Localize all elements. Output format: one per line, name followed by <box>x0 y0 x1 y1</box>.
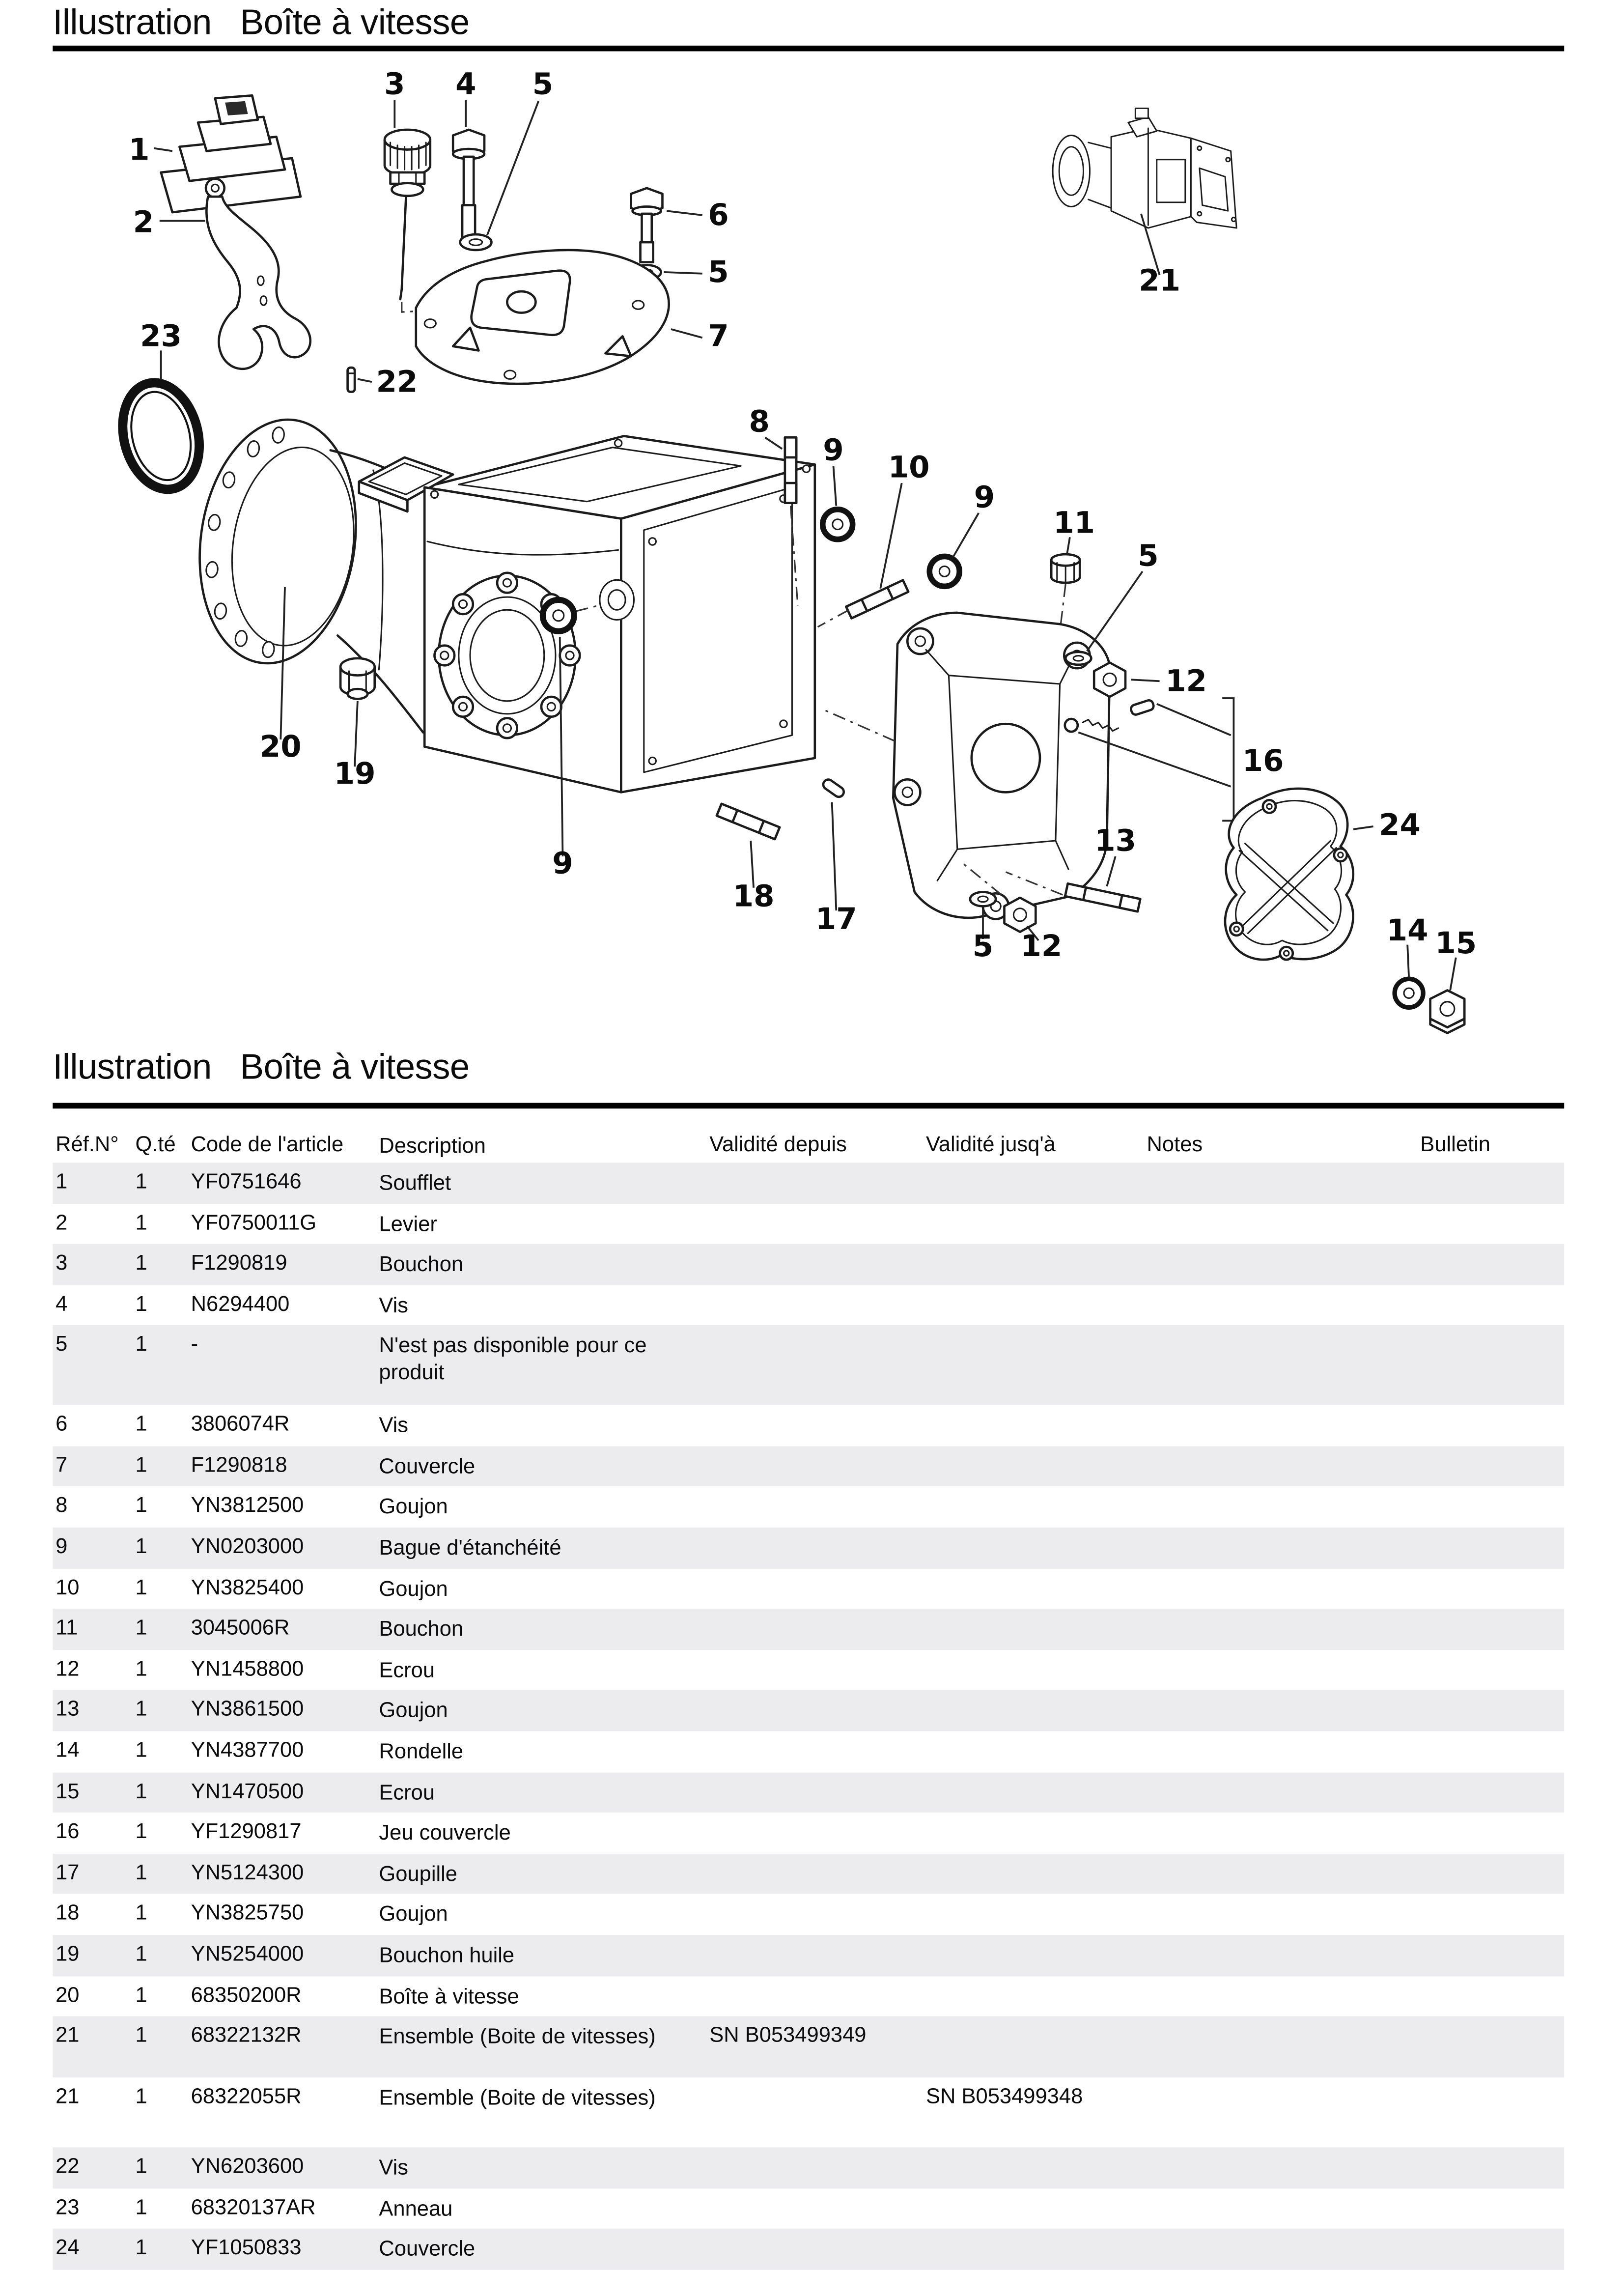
callout-15: 15 <box>1435 926 1477 961</box>
col-header-ref: Réf.N° <box>56 1133 119 1157</box>
cell-qty: 1 <box>135 1983 147 2007</box>
callout-12b: 12 <box>1020 928 1063 964</box>
cell-desc: Bouchon huile <box>379 1943 515 1968</box>
cell-desc: N'est pas disponible pour ce produit <box>379 1334 647 1386</box>
cell-code: 3806074R <box>191 1412 290 1437</box>
part-washer-14 <box>1395 945 1423 1008</box>
col-header-qty: Q.té <box>135 1133 176 1157</box>
cell-desc: Bouchon <box>379 1617 464 1642</box>
callout-2: 2 <box>133 204 154 240</box>
cell-desc: Vis <box>379 2156 409 2181</box>
cell-qty: 1 <box>135 1494 147 1518</box>
cell-qty: 1 <box>135 1942 147 1966</box>
cell-code: - <box>191 1333 198 1357</box>
page-title-value: Boîte à vitesse <box>240 2 470 43</box>
col-header-from: Validité depuis <box>709 1133 847 1157</box>
callout-6: 6 <box>708 198 729 233</box>
table-row <box>53 1813 1564 1853</box>
part-oil-plug-19 <box>340 658 375 766</box>
callout-13: 13 <box>1094 823 1137 858</box>
callout-7: 7 <box>708 318 729 354</box>
cell-desc: Goujon <box>379 1495 448 1520</box>
cell-desc: Vis <box>379 1293 409 1318</box>
cell-ref: 14 <box>56 1738 80 1763</box>
cell-qty: 1 <box>135 1453 147 1477</box>
table-row <box>53 1609 1564 1650</box>
cell-code: YF1050833 <box>191 2236 302 2261</box>
cell-code: F1290819 <box>191 1251 287 1276</box>
exploded-diagram <box>0 0 1624 1048</box>
page-title-label: Illustration <box>53 2 212 43</box>
cell-code: YF0750011G <box>191 1210 317 1235</box>
callout-8: 8 <box>749 404 770 439</box>
callout-5c: 5 <box>1138 538 1159 573</box>
cell-code: YN6203600 <box>191 2155 304 2179</box>
table-row <box>53 1894 1564 1935</box>
cell-ref: 7 <box>56 1453 68 1477</box>
callout-11: 11 <box>1053 505 1095 540</box>
part-pin-22 <box>348 368 372 392</box>
cell-to: SN B053499348 <box>926 2084 1083 2109</box>
cell-qty: 1 <box>135 1575 147 1600</box>
table-row <box>53 1326 1564 1405</box>
callout-18: 18 <box>732 879 775 914</box>
table-row <box>53 1568 1564 1609</box>
cell-code: YN5124300 <box>191 1860 304 1885</box>
table-row <box>53 1163 1564 1203</box>
part-seal-9b <box>929 513 979 586</box>
cell-qty: 1 <box>135 1412 147 1437</box>
cell-ref: 16 <box>56 1819 80 1844</box>
callout-9a: 9 <box>823 432 844 468</box>
cell-ref: 3 <box>56 1251 68 1276</box>
cell-qty: 1 <box>135 1738 147 1763</box>
callout-10: 10 <box>888 450 930 485</box>
part-seal-9a <box>823 466 853 539</box>
cell-qty: 1 <box>135 1210 147 1235</box>
cell-code: YN5254000 <box>191 1942 304 1966</box>
cell-qty: 1 <box>135 1169 147 1194</box>
table-row <box>53 1650 1564 1691</box>
table-row <box>53 1691 1564 1731</box>
cell-code: 68322055R <box>191 2084 302 2109</box>
table-row <box>53 2188 1564 2229</box>
cell-desc: Rondelle <box>379 1739 464 1764</box>
callout-24: 24 <box>1379 807 1421 843</box>
col-header-bulletin: Bulletin <box>1420 1133 1490 1157</box>
col-header-desc: Description <box>379 1134 486 1159</box>
cell-desc: Bague d'étanchéité <box>379 1536 561 1561</box>
part-gasket-24 <box>1225 789 1373 960</box>
cell-qty: 1 <box>135 2195 147 2220</box>
part-nut-15 <box>1430 958 1465 1033</box>
section-title-label: Illustration <box>53 1047 212 1087</box>
cell-ref: 21 <box>56 2023 80 2048</box>
cell-desc: Anneau <box>379 2197 453 2221</box>
table-row <box>53 2229 1564 2270</box>
table-row <box>53 1935 1564 1976</box>
cell-ref: 10 <box>56 1575 80 1600</box>
part-bolt-4 <box>453 100 484 242</box>
table-row <box>53 1244 1564 1285</box>
cell-qty: 1 <box>135 1860 147 1885</box>
cell-desc: Goujon <box>379 1577 448 1601</box>
cell-qty: 1 <box>135 1292 147 1316</box>
table-row <box>53 1285 1564 1326</box>
cell-qty: 1 <box>135 1251 147 1276</box>
callout-12a: 12 <box>1165 663 1207 699</box>
cell-code: N6294400 <box>191 1292 290 1316</box>
cell-desc: Ecrou <box>379 1658 435 1683</box>
table-body <box>53 1163 1564 2270</box>
callout-1: 1 <box>129 132 150 167</box>
table-row <box>53 1731 1564 1772</box>
cell-desc: Goupille <box>379 1862 458 1887</box>
cell-desc: Levier <box>379 1212 437 1237</box>
cell-qty: 1 <box>135 1657 147 1681</box>
col-header-to: Validité jusq'à <box>926 1133 1056 1157</box>
table-row <box>53 1487 1564 1528</box>
part-boot <box>154 95 301 212</box>
callout-9b: 9 <box>974 480 995 515</box>
callout-14: 14 <box>1386 913 1428 948</box>
part-pin-17 <box>821 778 846 911</box>
cell-ref: 22 <box>56 2155 80 2179</box>
cell-ref: 18 <box>56 1901 80 1926</box>
cell-ref: 24 <box>56 2236 80 2261</box>
callout-22: 22 <box>376 364 418 399</box>
cell-qty: 1 <box>135 2023 147 2048</box>
col-header-notes: Notes <box>1147 1133 1203 1157</box>
cell-qty: 1 <box>135 1901 147 1926</box>
callout-5a: 5 <box>532 66 554 102</box>
cell-code: F1290818 <box>191 1453 287 1477</box>
callout-3: 3 <box>384 66 405 102</box>
cell-code: YN1458800 <box>191 1657 304 1681</box>
cell-qty: 1 <box>135 1333 147 1357</box>
cell-code: 68320137AR <box>191 2195 316 2220</box>
cell-qty: 1 <box>135 1534 147 1559</box>
part-oring-23 <box>112 374 210 497</box>
cell-desc: Couvercle <box>379 1454 476 1479</box>
callout-20: 20 <box>259 729 302 764</box>
cell-qty: 1 <box>135 1819 147 1844</box>
cell-from: SN B053499349 <box>709 2023 867 2048</box>
callout-5b: 5 <box>708 255 729 290</box>
table-row <box>53 1405 1564 1446</box>
cell-ref: 12 <box>56 1657 80 1681</box>
section-title-value: Boîte à vitesse <box>240 1047 470 1087</box>
callout-4: 4 <box>455 66 476 102</box>
cell-code: YN4387700 <box>191 1738 304 1763</box>
part-stud-10 <box>818 483 909 627</box>
cell-ref: 23 <box>56 2195 80 2220</box>
cell-ref: 19 <box>56 1942 80 1966</box>
table-row <box>53 1203 1564 1244</box>
cell-qty: 1 <box>135 1779 147 1804</box>
section-rule <box>53 1103 1564 1108</box>
table-row <box>53 1853 1564 1894</box>
cell-qty: 1 <box>135 2155 147 2179</box>
cell-qty: 1 <box>135 1616 147 1641</box>
cell-desc: Bouchon <box>379 1252 464 1277</box>
cell-code: YF1290817 <box>191 1819 302 1844</box>
table-row <box>53 1446 1564 1487</box>
callout-16: 16 <box>1242 743 1284 778</box>
cell-ref: 15 <box>56 1779 80 1804</box>
cell-desc: Ensemble (Boite de vitesses) <box>379 2086 656 2110</box>
part-nut-12a <box>1094 663 1159 697</box>
col-header-code: Code de l'article <box>191 1133 344 1157</box>
part-bolt-6 <box>631 188 702 262</box>
section-title <box>53 1048 469 1089</box>
callout-21: 21 <box>1139 263 1180 298</box>
cell-desc: Jeu couvercle <box>379 1821 511 1846</box>
cell-code: YF0751646 <box>191 1169 302 1194</box>
callout-5d: 5 <box>972 928 994 964</box>
cell-code: YN3861500 <box>191 1698 304 1722</box>
table-row <box>53 1528 1564 1568</box>
table-row <box>53 1976 1564 2016</box>
cell-desc: Ecrou <box>379 1780 435 1805</box>
callout-19: 19 <box>334 756 376 791</box>
part-stud-18 <box>717 804 780 888</box>
cell-code: YN3825400 <box>191 1575 304 1600</box>
cell-ref: 9 <box>56 1534 68 1559</box>
cell-qty: 1 <box>135 2236 147 2261</box>
callout-9c: 9 <box>552 846 573 881</box>
cell-code: 68350200R <box>191 1983 302 2007</box>
cell-code: 3045006R <box>191 1616 290 1641</box>
cell-ref: 13 <box>56 1698 80 1722</box>
part-assembly-21 <box>1053 108 1236 275</box>
cell-desc: Goujon <box>379 1699 448 1724</box>
cell-ref: 21 <box>56 2084 80 2109</box>
cell-code: YN3812500 <box>191 1494 304 1518</box>
cell-desc: Vis <box>379 1414 409 1438</box>
callout-23: 23 <box>140 318 182 354</box>
cell-desc: Couvercle <box>379 2238 476 2262</box>
cell-code: YN0203000 <box>191 1534 304 1559</box>
cell-code: 68322132R <box>191 2023 302 2048</box>
table-row <box>53 1772 1564 1813</box>
cell-ref: 2 <box>56 1210 68 1235</box>
cell-ref: 20 <box>56 1983 80 2007</box>
table-row <box>53 2016 1564 2077</box>
table-row <box>53 2148 1564 2188</box>
cell-ref: 6 <box>56 1412 68 1437</box>
cell-code: YN1470500 <box>191 1779 304 1804</box>
cell-ref: 1 <box>56 1169 68 1194</box>
cell-ref: 5 <box>56 1333 68 1357</box>
callout-17: 17 <box>815 901 857 936</box>
cell-code: YN3825750 <box>191 1901 304 1926</box>
cell-desc: Goujon <box>379 1902 448 1927</box>
cell-desc: Ensemble (Boite de vitesses) <box>379 2025 656 2049</box>
cell-desc: Boîte à vitesse <box>379 1984 519 2009</box>
table-header <box>53 1133 1564 1162</box>
cell-qty: 1 <box>135 2084 147 2109</box>
cell-desc: Soufflet <box>379 1171 451 1196</box>
cell-ref: 11 <box>56 1616 78 1641</box>
cell-qty: 1 <box>135 1698 147 1722</box>
cell-ref: 17 <box>56 1860 80 1885</box>
cell-ref: 8 <box>56 1494 68 1518</box>
table-row <box>53 2077 1564 2148</box>
cell-ref: 4 <box>56 1292 68 1316</box>
